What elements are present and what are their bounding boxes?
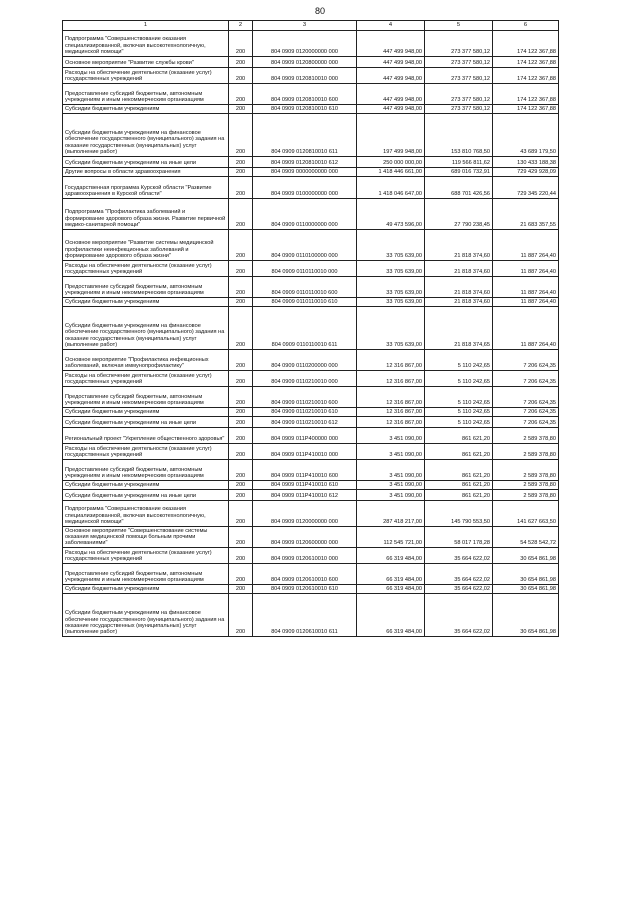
remainder-amount-cell: 11 887 264,40: [493, 307, 559, 350]
table-row: [63, 31, 559, 57]
row-name-cell: Субсидии бюджетным учреждениям на финансовое обеспечение государственного (муниципального) задания на оказание государственных (муниципальных) услуг (выполнение работ): [63, 307, 229, 350]
code-cell: 804 0909 011P410010 000: [253, 444, 357, 460]
row-name-cell: Подпрограмма "Профилактика заболеваний и формирование здорового образа жизни. Развитие первичной медико-санитарной помощи": [63, 199, 229, 230]
row-name-cell: Государственная программа Курской области "Развитие здравоохранения в Курской области": [63, 177, 229, 199]
table-row: [63, 444, 559, 460]
grbs-cell: 200: [229, 408, 253, 417]
code-cell: 804 0909 0110110010 600: [253, 277, 357, 298]
executed-amount-cell: 861 621,20: [425, 490, 493, 501]
table-row: [63, 199, 559, 230]
executed-amount-cell: 5 110 242,65: [425, 387, 493, 408]
plan-amount-cell: 33 705 639,00: [357, 230, 425, 261]
page-number: 80: [314, 6, 325, 16]
plan-amount-cell: 197 499 948,00: [357, 114, 425, 157]
plan-amount-cell: 49 473 596,00: [357, 199, 425, 230]
code-cell: 804 0909 0120810010 612: [253, 157, 357, 168]
grbs-cell: 200: [229, 298, 253, 307]
table-row: [63, 564, 559, 585]
row-name-cell: Субсидии бюджетным учреждениям: [63, 298, 229, 307]
table-row: [63, 490, 559, 501]
table-row: [63, 57, 559, 68]
row-name-cell: Подпрограмма "Совершенствование оказания специализированной, включая высокотехнологичную, медицинской помощи": [63, 31, 229, 57]
grbs-cell: 200: [229, 105, 253, 114]
table-row: [63, 261, 559, 277]
executed-amount-cell: 688 701 426,56: [425, 177, 493, 199]
plan-amount-cell: 447 499 948,00: [357, 105, 425, 114]
grbs-cell: 200: [229, 594, 253, 637]
remainder-amount-cell: 729 345 220,44: [493, 177, 559, 199]
executed-amount-cell: 145 790 553,50: [425, 501, 493, 527]
remainder-amount-cell: 174 122 367,88: [493, 31, 559, 57]
row-name-cell: Расходы на обеспечение деятельности (оказание услуг) государственных учреждений: [63, 261, 229, 277]
row-name-cell: Основное мероприятие "Развитие службы крови": [63, 57, 229, 68]
table-row: [63, 177, 559, 199]
plan-amount-cell: 3 451 090,00: [357, 428, 425, 444]
plan-amount-cell: 250 000 000,00: [357, 157, 425, 168]
table-row: [63, 428, 559, 444]
executed-amount-cell: 119 566 811,62: [425, 157, 493, 168]
code-cell: 804 0909 0110110010 610: [253, 298, 357, 307]
remainder-amount-cell: 11 887 264,40: [493, 261, 559, 277]
remainder-amount-cell: 7 206 624,35: [493, 350, 559, 371]
code-cell: 804 0909 0120810010 000: [253, 68, 357, 84]
grbs-cell: 200: [229, 261, 253, 277]
grbs-cell: 200: [229, 199, 253, 230]
plan-amount-cell: 66 319 484,00: [357, 548, 425, 564]
executed-amount-cell: 21 818 374,60: [425, 277, 493, 298]
executed-amount-cell: 861 621,20: [425, 428, 493, 444]
grbs-cell: 200: [229, 307, 253, 350]
executed-amount-cell: 861 621,20: [425, 460, 493, 481]
executed-amount-cell: 21 818 374,60: [425, 230, 493, 261]
table-row: [63, 387, 559, 408]
row-name-cell: Другие вопросы в области здравоохранения: [63, 168, 229, 177]
remainder-amount-cell: 30 654 861,98: [493, 564, 559, 585]
code-cell: 804 0909 0110210010 610: [253, 408, 357, 417]
row-name-cell: Субсидии бюджетным учреждениям на финансовое обеспечение государственного (муниципального) задания на оказание государственных (муниципальных) услуг (выполнение работ): [63, 594, 229, 637]
executed-amount-cell: 273 377 580,12: [425, 84, 493, 105]
code-cell: 804 0909 0110110010 000: [253, 261, 357, 277]
table-row: [63, 230, 559, 261]
grbs-cell: 200: [229, 31, 253, 57]
code-cell: 804 0909 0110110010 611: [253, 307, 357, 350]
row-name-cell: Основное мероприятие "Развитие системы медицинской профилактики неинфекционных заболеваний и формирование здорового образа жизни": [63, 230, 229, 261]
grbs-cell: 200: [229, 177, 253, 199]
header-cell: 3: [253, 21, 357, 31]
remainder-amount-cell: 2 589 378,80: [493, 428, 559, 444]
remainder-amount-cell: 141 627 663,50: [493, 501, 559, 527]
plan-amount-cell: 66 319 484,00: [357, 585, 425, 594]
grbs-cell: 200: [229, 444, 253, 460]
remainder-amount-cell: 130 433 188,38: [493, 157, 559, 168]
header-cell: 1: [63, 21, 229, 31]
code-cell: 804 0909 011P410010 600: [253, 460, 357, 481]
code-cell: 804 0909 011P410010 612: [253, 490, 357, 501]
code-cell: 804 0909 0120000000 000: [253, 31, 357, 57]
executed-amount-cell: 273 377 580,12: [425, 57, 493, 68]
header-cell: 4: [357, 21, 425, 31]
row-name-cell: Субсидии бюджетным учреждениям на иные цели: [63, 417, 229, 428]
remainder-amount-cell: 43 689 179,50: [493, 114, 559, 157]
executed-amount-cell: 153 810 768,50: [425, 114, 493, 157]
executed-amount-cell: 273 377 580,12: [425, 68, 493, 84]
executed-amount-cell: 5 110 242,65: [425, 371, 493, 387]
executed-amount-cell: 861 621,20: [425, 481, 493, 490]
remainder-amount-cell: 7 206 624,35: [493, 371, 559, 387]
table-row: [63, 594, 559, 637]
executed-amount-cell: 689 016 732,91: [425, 168, 493, 177]
row-name-cell: Расходы на обеспечение деятельности (оказание услуг) государственных учреждений: [63, 444, 229, 460]
remainder-amount-cell: 2 589 378,80: [493, 460, 559, 481]
table-row: [63, 501, 559, 527]
row-name-cell: Расходы на обеспечение деятельности (оказание услуг) государственных учреждений: [63, 548, 229, 564]
grbs-cell: 200: [229, 564, 253, 585]
grbs-cell: 200: [229, 548, 253, 564]
remainder-amount-cell: 54 528 542,72: [493, 527, 559, 548]
table-row: [63, 307, 559, 350]
remainder-amount-cell: 174 122 367,88: [493, 105, 559, 114]
table-row: [63, 168, 559, 177]
code-cell: 804 0909 0110000000 000: [253, 199, 357, 230]
executed-amount-cell: 21 818 374,60: [425, 298, 493, 307]
grbs-cell: 200: [229, 57, 253, 68]
grbs-cell: 200: [229, 84, 253, 105]
code-cell: 804 0909 011P400000 000: [253, 428, 357, 444]
row-name-cell: Предоставление субсидий бюджетным, автономным учреждениям и иным некоммерческим организациям: [63, 564, 229, 585]
row-name-cell: Субсидии бюджетным учреждениям: [63, 481, 229, 490]
plan-amount-cell: 3 451 090,00: [357, 444, 425, 460]
row-name-cell: Субсидии бюджетным учреждениям на иные цели: [63, 490, 229, 501]
table-row: [63, 277, 559, 298]
remainder-amount-cell: 174 122 367,88: [493, 57, 559, 68]
plan-amount-cell: 12 316 867,00: [357, 387, 425, 408]
code-cell: 804 0909 0110210010 000: [253, 371, 357, 387]
grbs-cell: 200: [229, 428, 253, 444]
plan-amount-cell: 12 316 867,00: [357, 371, 425, 387]
table-row: [63, 417, 559, 428]
grbs-cell: 200: [229, 527, 253, 548]
table-row: [63, 371, 559, 387]
header-cell: 2: [229, 21, 253, 31]
grbs-cell: 200: [229, 230, 253, 261]
executed-amount-cell: 35 664 622,02: [425, 548, 493, 564]
remainder-amount-cell: 174 122 367,88: [493, 68, 559, 84]
code-cell: 804 0909 0120810010 600: [253, 84, 357, 105]
plan-amount-cell: 1 418 046 647,00: [357, 177, 425, 199]
executed-amount-cell: 273 377 580,12: [425, 31, 493, 57]
plan-amount-cell: 3 451 090,00: [357, 481, 425, 490]
plan-amount-cell: 12 316 867,00: [357, 350, 425, 371]
table-header-row: [63, 21, 559, 31]
remainder-amount-cell: 30 654 861,98: [493, 548, 559, 564]
remainder-amount-cell: 11 887 264,40: [493, 298, 559, 307]
header-cell: 6: [493, 21, 559, 31]
grbs-cell: 200: [229, 168, 253, 177]
plan-amount-cell: 12 316 867,00: [357, 417, 425, 428]
executed-amount-cell: 273 377 580,12: [425, 105, 493, 114]
code-cell: 804 0909 0120810010 610: [253, 105, 357, 114]
grbs-cell: 200: [229, 460, 253, 481]
code-cell: 804 0909 0110210010 600: [253, 387, 357, 408]
table-row: [63, 481, 559, 490]
budget-table: [62, 20, 559, 637]
executed-amount-cell: 58 017 178,28: [425, 527, 493, 548]
remainder-amount-cell: 174 122 367,88: [493, 84, 559, 105]
plan-amount-cell: 447 499 948,00: [357, 84, 425, 105]
executed-amount-cell: 21 818 374,60: [425, 261, 493, 277]
table-row: [63, 68, 559, 84]
executed-amount-cell: 27 790 238,45: [425, 199, 493, 230]
remainder-amount-cell: 2 589 378,80: [493, 490, 559, 501]
row-name-cell: Подпрограмма "Совершенствование оказания специализированной, включая высокотехнологичную, медицинской помощи": [63, 501, 229, 527]
code-cell: 804 0909 0100000000 000: [253, 177, 357, 199]
row-name-cell: Предоставление субсидий бюджетным, автономным учреждениям и иным некоммерческим организациям: [63, 460, 229, 481]
executed-amount-cell: 5 110 242,65: [425, 408, 493, 417]
row-name-cell: Предоставление субсидий бюджетным, автономным учреждениям и иным некоммерческим организациям: [63, 387, 229, 408]
plan-amount-cell: 3 451 090,00: [357, 490, 425, 501]
row-name-cell: Субсидии бюджетным учреждениям: [63, 585, 229, 594]
remainder-amount-cell: 30 654 861,98: [493, 594, 559, 637]
grbs-cell: 200: [229, 114, 253, 157]
plan-amount-cell: 3 451 090,00: [357, 460, 425, 481]
executed-amount-cell: 35 664 622,02: [425, 594, 493, 637]
grbs-cell: 200: [229, 68, 253, 84]
plan-amount-cell: 33 705 639,00: [357, 261, 425, 277]
executed-amount-cell: 35 664 622,02: [425, 564, 493, 585]
code-cell: 804 0909 0120610010 600: [253, 564, 357, 585]
code-cell: 804 0909 011P410010 610: [253, 481, 357, 490]
executed-amount-cell: 21 818 374,65: [425, 307, 493, 350]
plan-amount-cell: 447 499 948,00: [357, 68, 425, 84]
code-cell: 804 0909 0120610010 000: [253, 548, 357, 564]
remainder-amount-cell: 7 206 624,35: [493, 408, 559, 417]
remainder-amount-cell: 7 206 624,35: [493, 387, 559, 408]
code-cell: 804 0909 0120800000 000: [253, 57, 357, 68]
row-name-cell: Субсидии бюджетным учреждениям: [63, 105, 229, 114]
grbs-cell: 200: [229, 277, 253, 298]
plan-amount-cell: 33 705 639,00: [357, 298, 425, 307]
row-name-cell: Субсидии бюджетным учреждениям на иные цели: [63, 157, 229, 168]
code-cell: 804 0909 0120000000 000: [253, 501, 357, 527]
plan-amount-cell: 33 705 639,00: [357, 277, 425, 298]
row-name-cell: Субсидии бюджетным учреждениям: [63, 408, 229, 417]
plan-amount-cell: 66 319 484,00: [357, 564, 425, 585]
executed-amount-cell: 5 110 242,65: [425, 350, 493, 371]
executed-amount-cell: 5 110 242,65: [425, 417, 493, 428]
grbs-cell: 200: [229, 417, 253, 428]
remainder-amount-cell: 2 589 378,80: [493, 444, 559, 460]
remainder-amount-cell: 11 887 264,40: [493, 277, 559, 298]
code-cell: 804 0909 0120810010 611: [253, 114, 357, 157]
code-cell: 804 0909 0110100000 000: [253, 230, 357, 261]
remainder-amount-cell: 2 589 378,80: [493, 481, 559, 490]
table-row: [63, 527, 559, 548]
row-name-cell: Расходы на обеспечение деятельности (оказание услуг) государственных учреждений: [63, 68, 229, 84]
code-cell: 804 0909 0120610010 610: [253, 585, 357, 594]
grbs-cell: 200: [229, 490, 253, 501]
remainder-amount-cell: 7 206 624,35: [493, 417, 559, 428]
grbs-cell: 200: [229, 481, 253, 490]
table-row: [63, 460, 559, 481]
executed-amount-cell: 861 621,20: [425, 444, 493, 460]
remainder-amount-cell: 21 683 357,55: [493, 199, 559, 230]
grbs-cell: 200: [229, 387, 253, 408]
plan-amount-cell: 33 705 639,00: [357, 307, 425, 350]
row-name-cell: Субсидии бюджетным учреждениям на финансовое обеспечение государственного (муниципального) задания на оказание государственных (муниципальных) услуг (выполнение работ): [63, 114, 229, 157]
code-cell: 804 0909 0120600000 000: [253, 527, 357, 548]
remainder-amount-cell: 729 429 928,09: [493, 168, 559, 177]
table-row: [63, 350, 559, 371]
row-name-cell: Предоставление субсидий бюджетным, автономным учреждениям и иным некоммерческим организациям: [63, 277, 229, 298]
code-cell: 804 0909 0110210010 612: [253, 417, 357, 428]
code-cell: 804 0909 0110200000 000: [253, 350, 357, 371]
row-name-cell: Основное мероприятие "Профилактика инфекционных заболеваний, включая иммунопрофилактику": [63, 350, 229, 371]
table-row: [63, 408, 559, 417]
executed-amount-cell: 35 664 622,02: [425, 585, 493, 594]
grbs-cell: 200: [229, 371, 253, 387]
table-row: [63, 114, 559, 157]
code-cell: 804 0909 0000000000 000: [253, 168, 357, 177]
grbs-cell: 200: [229, 157, 253, 168]
grbs-cell: 200: [229, 585, 253, 594]
plan-amount-cell: 287 418 217,00: [357, 501, 425, 527]
table-row: [63, 84, 559, 105]
table-row: [63, 105, 559, 114]
remainder-amount-cell: 30 654 861,98: [493, 585, 559, 594]
row-name-cell: Расходы на обеспечение деятельности (оказание услуг) государственных учреждений: [63, 371, 229, 387]
code-cell: 804 0909 0120610010 611: [253, 594, 357, 637]
header-cell: 5: [425, 21, 493, 31]
grbs-cell: 200: [229, 350, 253, 371]
plan-amount-cell: 447 499 948,00: [357, 57, 425, 68]
plan-amount-cell: 66 319 484,00: [357, 594, 425, 637]
row-name-cell: Основное мероприятие "Совершенствование системы оказания медицинской помощи больным прочими заболеваниями": [63, 527, 229, 548]
plan-amount-cell: 1 418 446 661,00: [357, 168, 425, 177]
plan-amount-cell: 12 316 867,00: [357, 408, 425, 417]
row-name-cell: Региональный проект "Укрепление общественного здоровья": [63, 428, 229, 444]
grbs-cell: 200: [229, 501, 253, 527]
remainder-amount-cell: 11 887 264,40: [493, 230, 559, 261]
table-row: [63, 157, 559, 168]
table-row: [63, 585, 559, 594]
table-row: [63, 548, 559, 564]
plan-amount-cell: 447 499 948,00: [357, 31, 425, 57]
plan-amount-cell: 112 545 721,00: [357, 527, 425, 548]
table-row: [63, 298, 559, 307]
row-name-cell: Предоставление субсидий бюджетным, автономным учреждениям и иным некоммерческим организациям: [63, 84, 229, 105]
